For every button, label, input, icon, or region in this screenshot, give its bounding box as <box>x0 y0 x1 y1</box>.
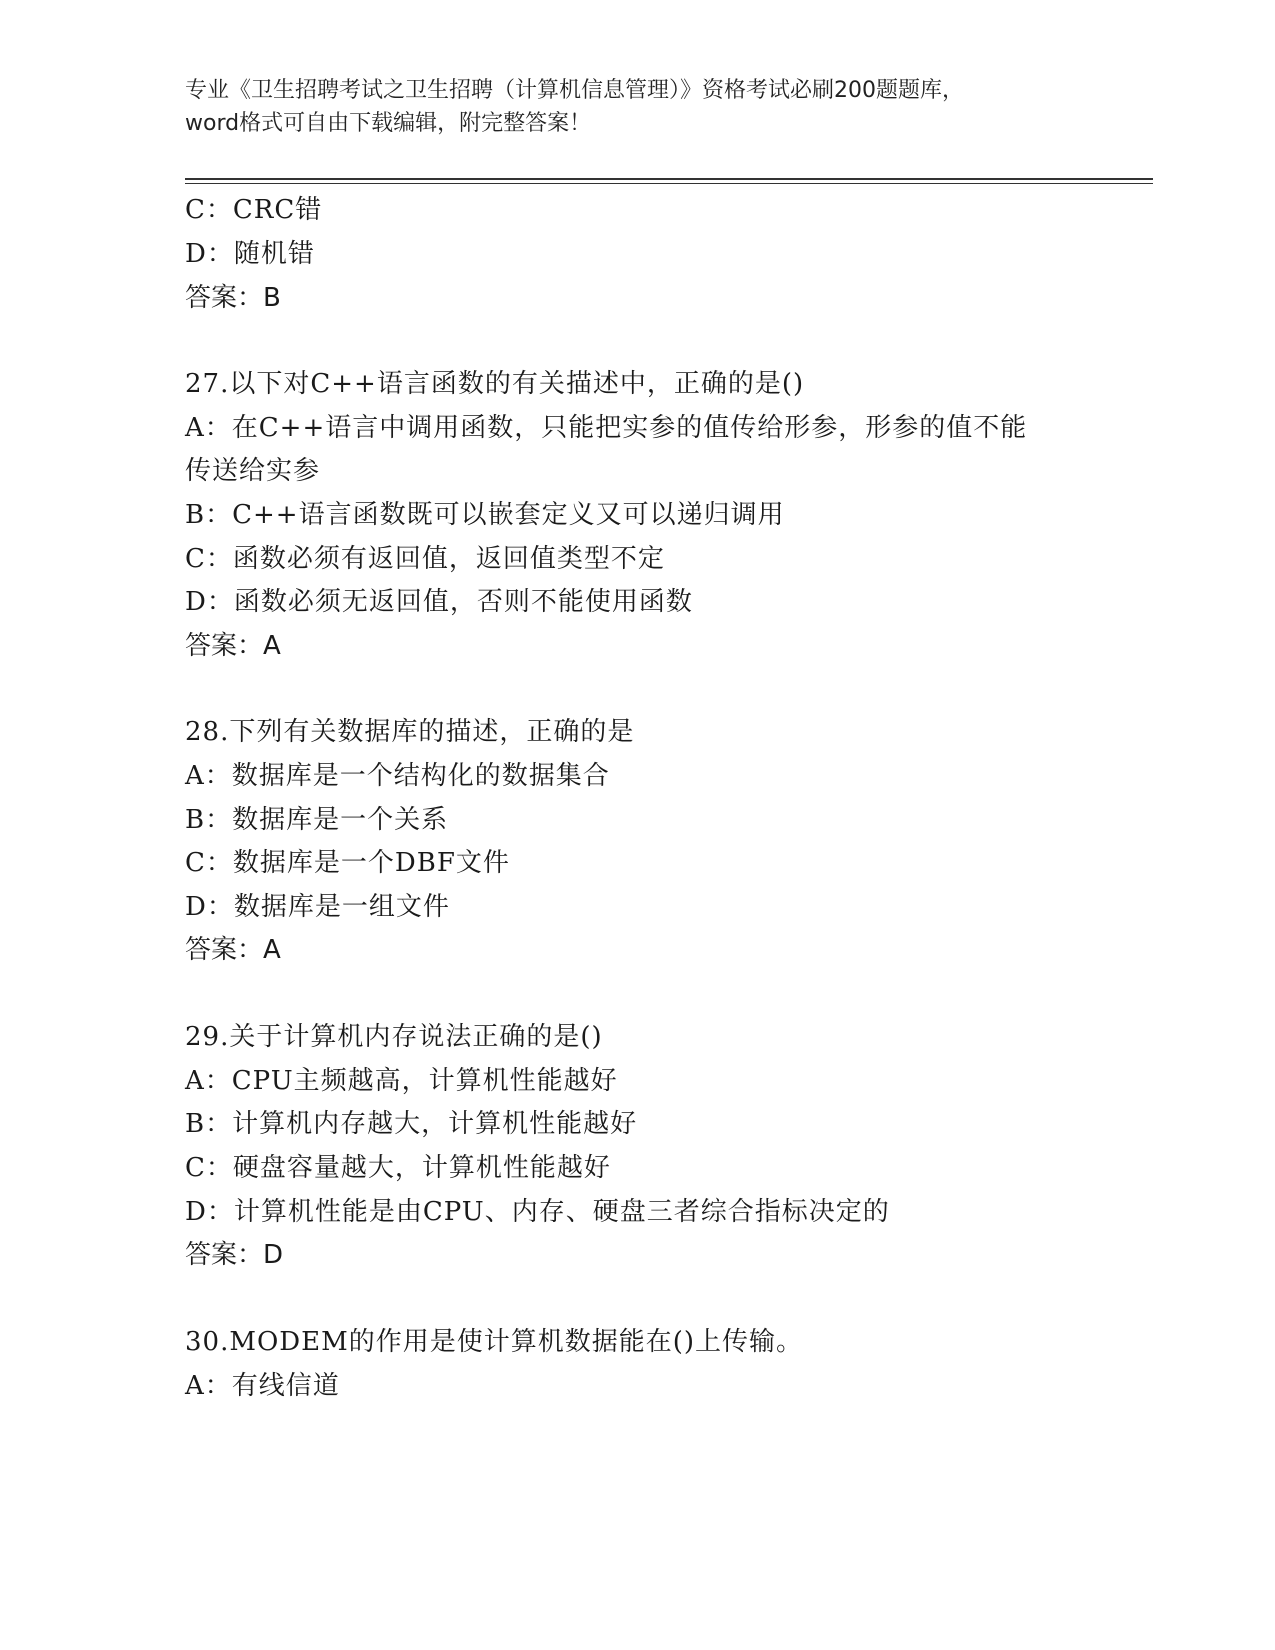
q27-option-b: B：C++语言函数既可以嵌套定义又可以递归调用 <box>185 500 785 530</box>
header-rule-thick <box>185 178 1153 180</box>
q28-stem: 28.下列有关数据库的描述，正确的是 <box>185 717 635 747</box>
prev-option-c: C：CRC错 <box>185 195 323 225</box>
q27-answer: 答案：A <box>185 631 281 661</box>
q27-option-a-line1: A：在C++语言中调用函数，只能把实参的值传给形参，形参的值不能 <box>185 413 1028 443</box>
prev-answer: 答案：B <box>185 283 281 313</box>
q29-stem: 29.关于计算机内存说法正确的是() <box>185 1022 603 1052</box>
document-header <box>185 74 1115 140</box>
q28-option-d: D：数据库是一组文件 <box>185 892 450 922</box>
q27-option-c: C：函数必须有返回值，返回值类型不定 <box>185 544 665 574</box>
q28-answer: 答案：A <box>185 935 281 965</box>
q28-option-c: C：数据库是一个DBF文件 <box>185 848 510 878</box>
q29-option-a: A：CPU主频越高，计算机性能越好 <box>185 1066 618 1096</box>
q27-option-a-line2: 传送给实参 <box>185 456 321 486</box>
q30-stem: 30.MODEM的作用是使计算机数据能在()上传输。 <box>185 1327 804 1357</box>
q29-option-b: B：计算机内存越大，计算机性能越好 <box>185 1109 638 1139</box>
q28-option-b: B：数据库是一个关系 <box>185 805 449 835</box>
q30-option-a: A：有线信道 <box>185 1371 340 1401</box>
q29-option-d: D：计算机性能是由CPU、内存、硬盘三者综合指标决定的 <box>185 1197 890 1227</box>
q28-option-a: A：数据库是一个结构化的数据集合 <box>185 761 610 791</box>
prev-option-d: D：随机错 <box>185 239 315 269</box>
q27-stem: 27.以下对C++语言函数的有关描述中，正确的是() <box>185 369 805 399</box>
q27-option-d: D：函数必须无返回值，否则不能使用函数 <box>185 587 693 617</box>
q29-option-c: C：硬盘容量越大，计算机性能越好 <box>185 1153 611 1183</box>
header-line-2: word格式可自由下载编辑，附完整答案！ <box>185 111 592 136</box>
q29-answer: 答案：D <box>185 1240 284 1270</box>
header-line-1: 专业《卫生招聘考试之卫生招聘（计算机信息管理）》资格考试必刷200题题库， <box>185 78 964 103</box>
header-rule-thin <box>185 183 1153 184</box>
